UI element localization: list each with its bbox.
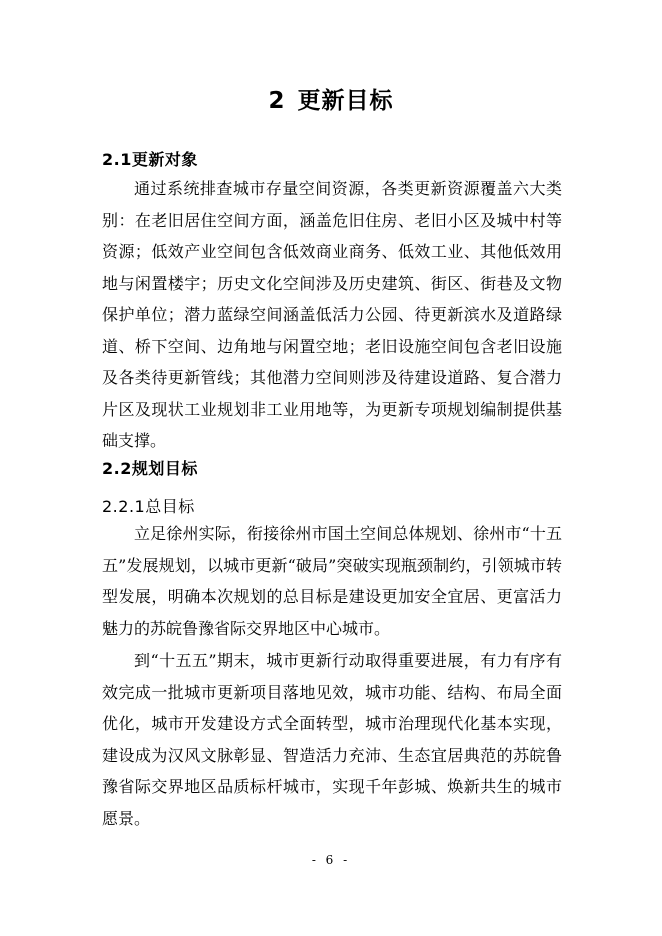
chapter-title bbox=[0, 82, 662, 115]
chapter-title-text: 更新目标 bbox=[297, 88, 394, 114]
paragraph-update-objects: 通过系统排查城市存量空间资源，各类更新资源覆盖六大类别：在老旧居住空间方面，涵盖危旧住房、老旧小区及城中村等资源；低效产业空间包含低效商业商务、低效工业、其他低效用地与闲置楼宇；历史文化空间涉及历史建筑、街区、街巷及文物保护单位；潜力蓝绿空间涵盖低活力公园、待更新滨水及道路绿道、桥下空间、边角地与闲置空地；老旧设施空间包含老旧设施及各类待更新管线；其他潜力空间则涉及待建设道路、复合潜力片区及现状工业规划非工业用地等，为更新专项规划编制提供基础支撑。 bbox=[102, 179, 562, 450]
chapter-number: 2 bbox=[268, 88, 286, 114]
section-heading-update-objects: 2.1更新对象 bbox=[102, 150, 198, 169]
page-number: - 6 - bbox=[311, 853, 351, 867]
subsection-heading-overall-goal: 2.2.1总目标 bbox=[102, 497, 195, 516]
paragraph-overall-goal-2: 到“十五五”期末，城市更新行动取得重要进展，有力有序有效完成一批城市更新项目落地见效，城市功能、结构、布局全面优化，城市开发建设方式全面转型，城市治理现代化基本实现，建设成为汉风文脉彰显、智造活力充沛、生态宜居典范的苏皖鲁豫省际交界地区品质标杆城市，实现千年彭城、焕新共生的城市愿景。 bbox=[102, 651, 562, 828]
paragraph-overall-goal-1: 立足徐州实际，衔接徐州市国土空间总体规划、徐州市“十五五”发展规划，以城市更新“破局”突破实现瓶颈制约，引领城市转型发展，明确本次规划的总目标是建设更加安全宜居、更富活力魅力的苏皖鲁豫省际交界地区中心城市。 bbox=[102, 524, 562, 638]
section-heading-planning-goals: 2.2规划目标 bbox=[102, 459, 198, 478]
